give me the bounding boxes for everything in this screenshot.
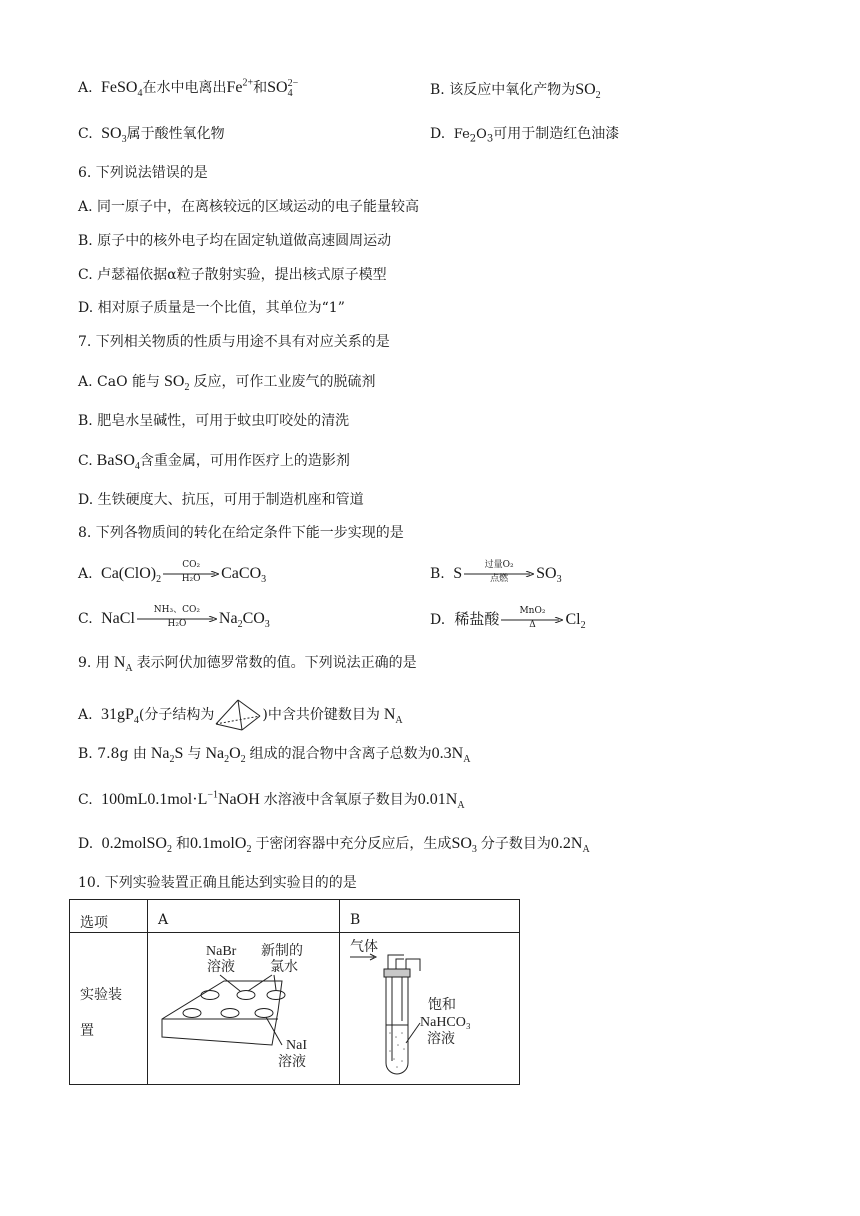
svg-text:NaI: NaI (286, 1038, 307, 1053)
header-a: A (148, 900, 340, 933)
svg-text:氯水: 氯水 (270, 960, 298, 975)
q7-option-b: B. 肥皂水呈碱性，可用于蚊虫叮咬处的清洗 (78, 413, 350, 429)
apparatus-a-cell (148, 933, 340, 1085)
apparatus-b-cell (340, 933, 520, 1085)
arrow-a: CO₂ H₂O (163, 571, 219, 577)
q9-option-b: B. 7.8g 由 $Na_2S$ 与 $Na_2O_2$ 组成的混合物中含离子总数为$0.3N_A$ (78, 745, 471, 766)
q10-stem: 10. 下列实验装置正确且能达到实验目的的是 (78, 875, 357, 891)
svg-text:溶液: 溶液 (427, 1032, 455, 1047)
q5-option-d: D. $Fe_2O_3$可用于制造红色油漆 (430, 126, 620, 145)
q5-option-a: A. FeSO$_4$在水中电离出$Fe^{2+}$和$SO_4^{2-}$ (78, 77, 299, 100)
q8-option-d: D. 稀盐酸 MnO₂ Δ $Cl_2$ (430, 606, 586, 632)
q8-option-b: B. S 过量O₂ 点燃 $SO_3$ (430, 560, 562, 586)
q6-stem: 6. 下列说法错误的是 (78, 165, 208, 181)
q9-option-d: D. 0.2molSO$_2$ 和0.1molO$_2$ 于密闭容器中充分反应后，生成$SO_3$ 分子数目为$0.2N_A$ (78, 835, 590, 856)
svg-text:溶液: 溶液 (278, 1055, 306, 1070)
svg-text:溶液: 溶液 (207, 960, 235, 975)
q6-option-d: D. 相对原子质量是一个比值，其单位为“1” (78, 300, 345, 316)
q9-option-c: C. $100mL0.1mol\cdot L^{-1}NaOH$ 水溶液中含氧原子数目为$0.01N_A$ (78, 789, 465, 812)
q8-option-c: C. NaCl NH₃、CO₂ H₂O $Na_2CO_3$ (78, 605, 270, 631)
svg-text:新制的: 新制的 (261, 944, 303, 959)
q8-option-a: A. $Ca(ClO)_2$ CO₂ H₂O CaCO$_3$ (78, 560, 267, 586)
header-b: B (340, 900, 520, 933)
q9-option-a: A. $31gP_4$(分子结构为 )中含共价键数目为 $N_A$ (78, 698, 403, 732)
q8-stem: 8. 下列各物质间的转化在给定条件下能一步实现的是 (78, 525, 404, 541)
svg-text:饱和: 饱和 (428, 998, 456, 1013)
svg-text:NaHCO₃: NaHCO₃ (420, 1015, 471, 1030)
q6-option-c: C. 卢瑟福依据α粒子散射实验，提出核式原子模型 (78, 267, 387, 283)
svg-text:NaBr: NaBr (206, 944, 237, 959)
svg-text:气体: 气体 (350, 940, 378, 955)
experiment-table (69, 899, 520, 1085)
q7-option-a: A. CaO 能与 $SO_2$ 反应，可作工业废气的脱硫剂 (78, 373, 376, 394)
arrow-d: MnO₂ Δ (501, 617, 563, 623)
row-label: 实验装 置 (70, 933, 148, 1085)
q6-option-a: A. 同一原子中，在离核较远的区域运动的电子能量较高 (78, 199, 420, 215)
q7-option-d: D. 生铁硬度大、抗压，可用于制造机座和管道 (78, 492, 364, 508)
spot-plate-diagram (148, 933, 339, 1080)
p4-molecule-diagram (214, 698, 262, 732)
q7-option-c: C. BaSO$_4$含重金属，可用作医疗上的造影剂 (78, 452, 350, 473)
arrow-b: 过量O₂ 点燃 (464, 571, 534, 577)
gas-wash-tube-diagram (340, 933, 519, 1080)
q5-option-b: B. 该反应中氧化产物为$SO_2$ (430, 81, 601, 102)
q7-stem: 7. 下列相关物质的性质与用途不具有对应关系的是 (78, 334, 390, 350)
q9-stem: 9. 用 $N_A$ 表示阿伏加德罗常数的值。下列说法正确的是 (78, 654, 417, 675)
arrow-c: NH₃、CO₂ H₂O (137, 616, 217, 622)
q6-option-b: B. 原子中的核外电子均在固定轨道做高速圆周运动 (78, 233, 392, 249)
header-option: 选项 (70, 900, 148, 933)
q5-option-c: C. $SO_3$属于酸性氧化物 (78, 125, 225, 146)
